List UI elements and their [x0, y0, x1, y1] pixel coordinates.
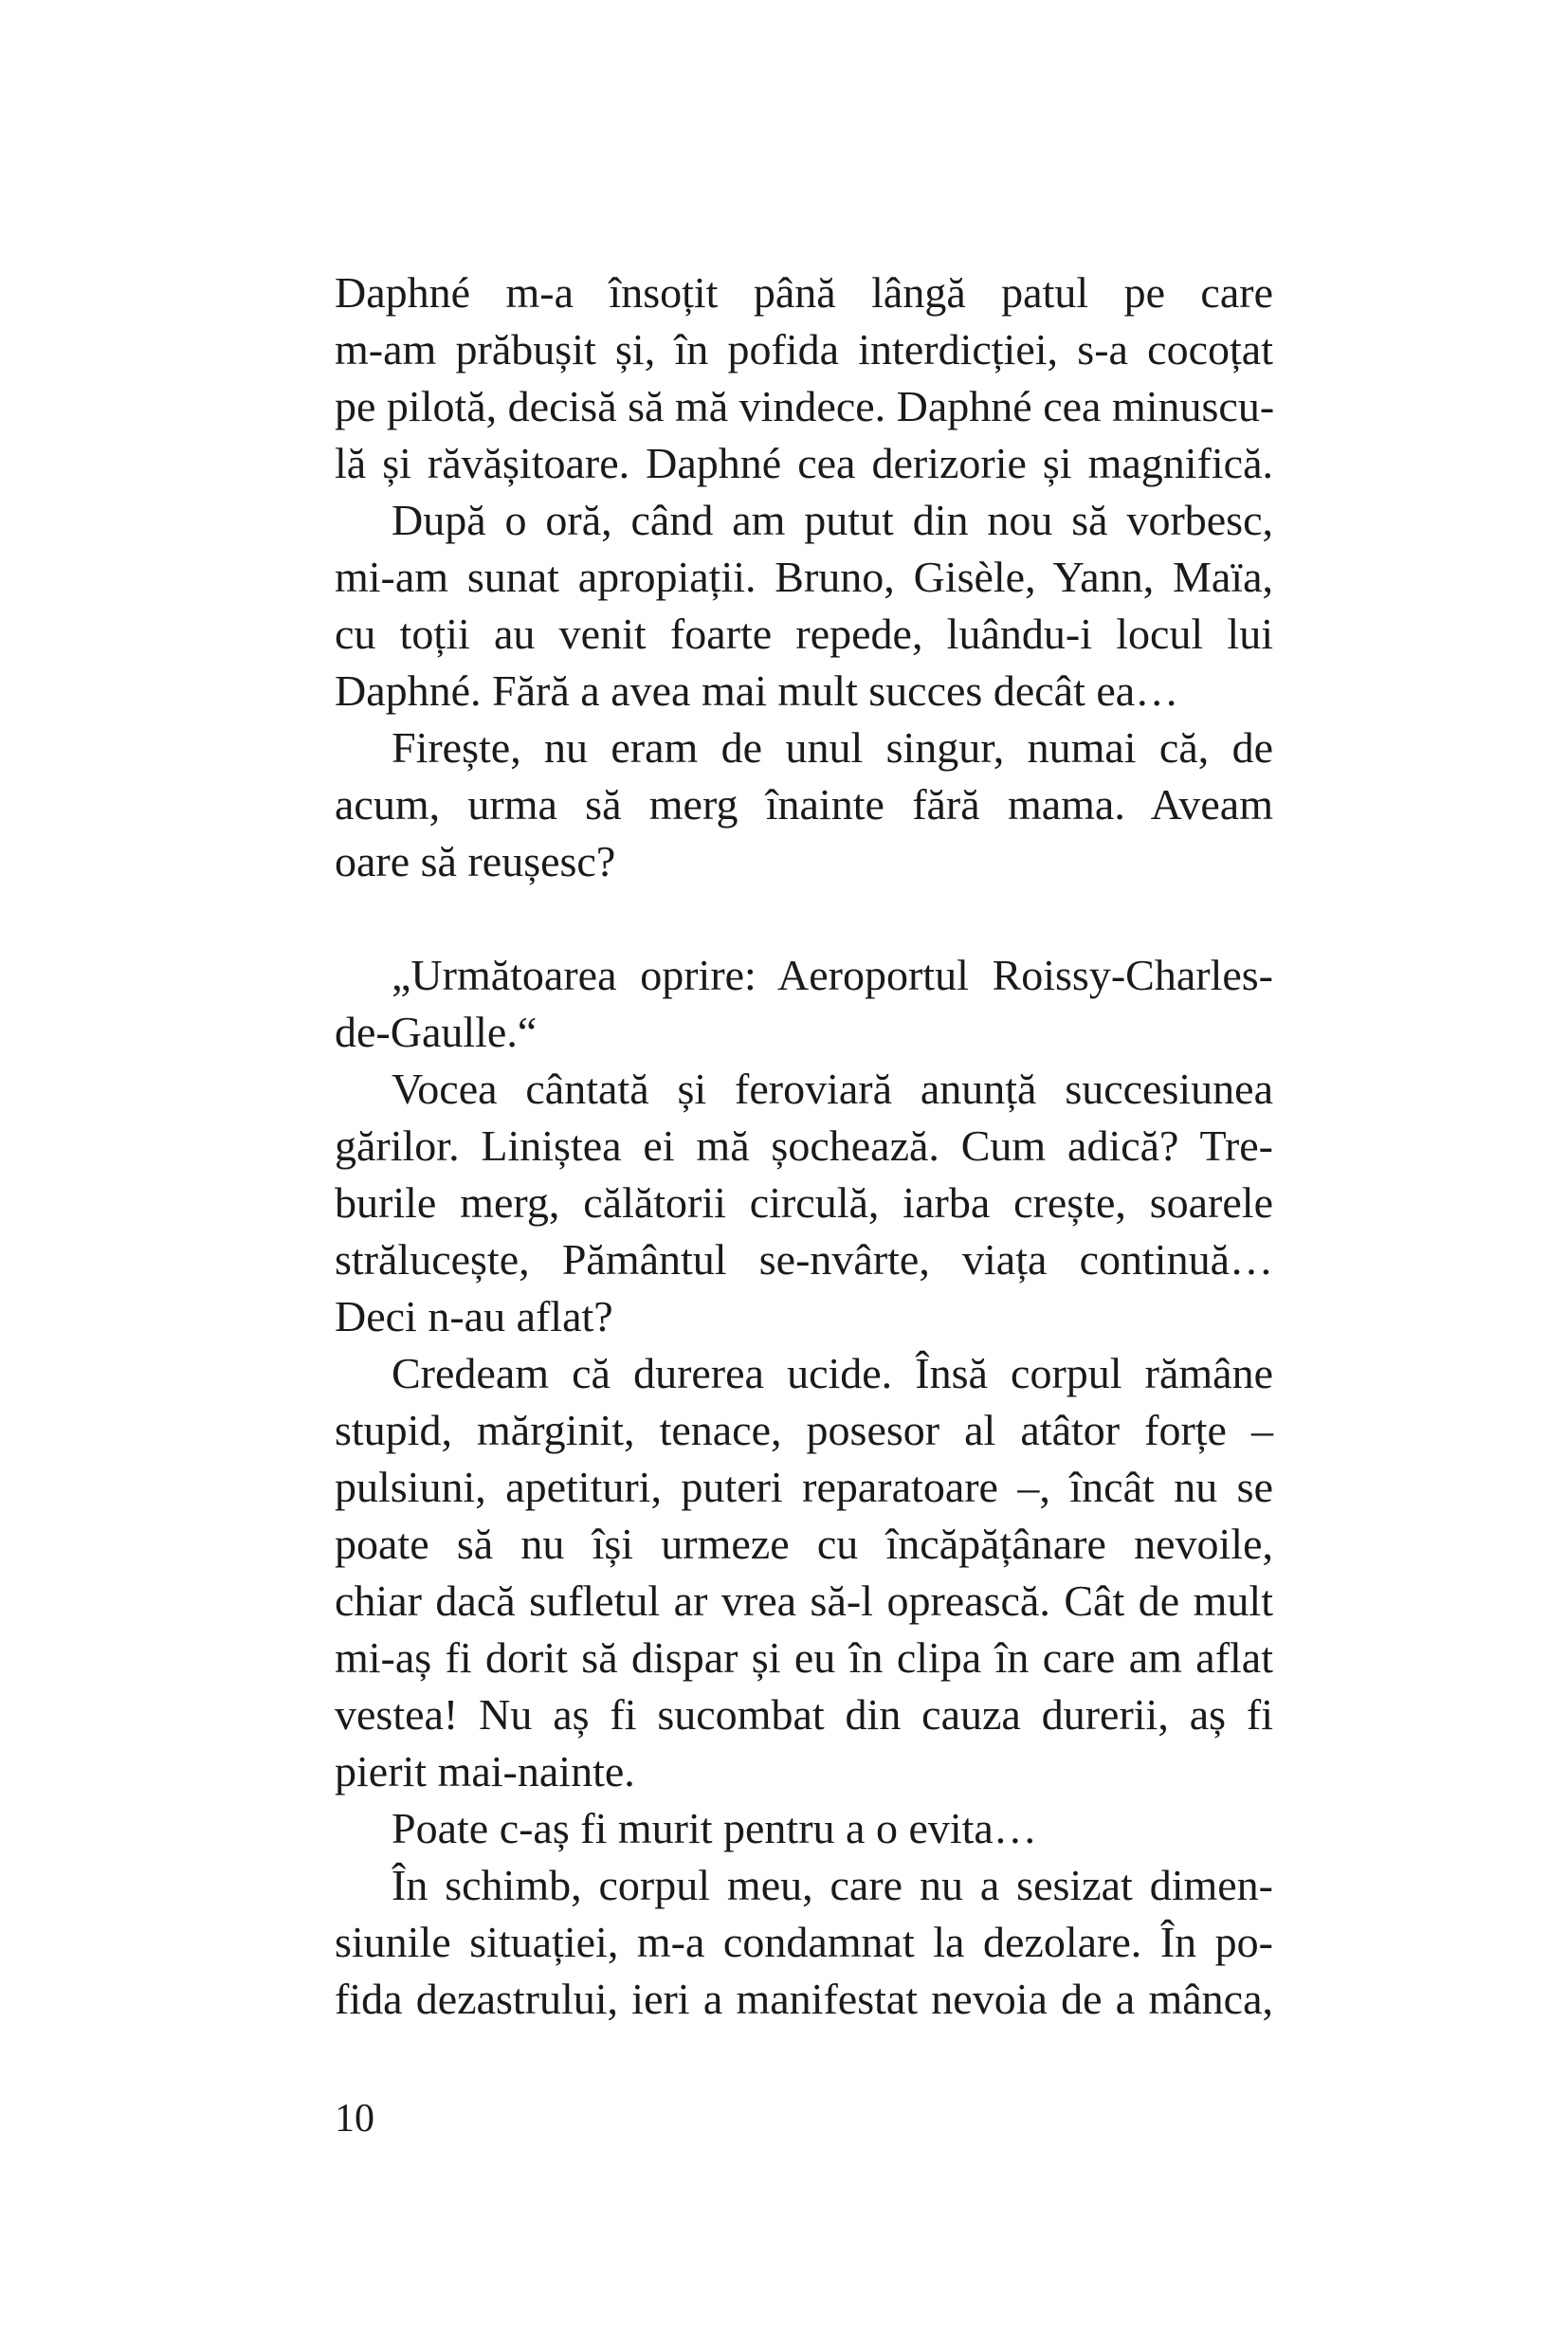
text-line: stupid, mărginit, tenace, posesor al atâtor forțe –: [335, 1406, 1273, 1454]
text-line: mi-am sunat apropiații. Bruno, Gisèle, Yann, Maïa,: [335, 553, 1273, 601]
text-line: siunile situației, m-a condamnat la dezolare. În po-: [335, 1918, 1273, 1966]
text-line: Firește, nu eram de unul singur, numai că, de: [392, 723, 1273, 772]
text-line: strălucește, Pământul se-nvârte, viața continuă…: [335, 1235, 1273, 1284]
text-line: În schimb, corpul meu, care nu a sesizat dimen-: [392, 1861, 1273, 1909]
text-line: poate să nu își urmeze cu încăpățânare nevoile,: [335, 1520, 1273, 1568]
text-line: lă și răvășitoare. Daphné cea derizorie și magnifică.: [335, 439, 1273, 487]
text-line: burile merg, călătorii circulă, iarba crește, soarele: [335, 1178, 1273, 1227]
text-line: pierit mai-nainte.: [335, 1747, 635, 1795]
text-line: m-am prăbușit și, în pofida interdicției, s-a cocoțat: [335, 325, 1273, 374]
text-line: mi-aș fi dorit să dispar și eu în clipa în care am aflat: [335, 1633, 1273, 1682]
text-line: pe pilotă, decisă să mă vindece. Daphné cea minuscu-: [335, 382, 1275, 430]
text-line: Daphné. Fără a avea mai mult succes decât ea…: [335, 666, 1179, 715]
page-number: 10: [335, 2097, 374, 2141]
text-line: Daphné m-a însoțit până lângă patul pe care: [335, 268, 1273, 317]
text-line: fida dezastrului, ieri a manifestat nevoia de a mânca,: [335, 1975, 1273, 2023]
text-line: Deci n-au aflat?: [335, 1292, 613, 1340]
text-line: După o oră, când am putut din nou să vorbesc,: [392, 496, 1273, 544]
text-line: de-Gaulle.“: [335, 1008, 538, 1056]
text-line: cu toții au venit foarte repede, luându-i locul lui: [335, 610, 1273, 658]
text-line: vestea! Nu aș fi sucombat din cauza durerii, aș fi: [335, 1690, 1273, 1739]
body-text: [335, 264, 1273, 2028]
text-line: Credeam că durerea ucide. Însă corpul rămâne: [392, 1349, 1273, 1397]
text-line: „Următoarea oprire: Aeroportul Roissy-Charles-: [392, 951, 1273, 999]
text-line: Vocea cântată și feroviară anunță succesiunea: [392, 1065, 1273, 1113]
text-line: chiar dacă sufletul ar vrea să-l oprească. Cât de mult: [335, 1576, 1273, 1625]
text-line: Poate c-aș fi murit pentru a o evita…: [392, 1804, 1037, 1852]
section-break: [335, 890, 1273, 947]
text-line: pulsiuni, apetituri, puteri reparatoare –, încât nu se: [335, 1463, 1273, 1511]
text-line: gărilor. Liniștea ei mă șochează. Cum adică? Tre-: [335, 1121, 1273, 1170]
text-line: oare să reușesc?: [335, 837, 616, 885]
text-line: acum, urma să merg înainte fără mama. Aveam: [335, 780, 1273, 829]
